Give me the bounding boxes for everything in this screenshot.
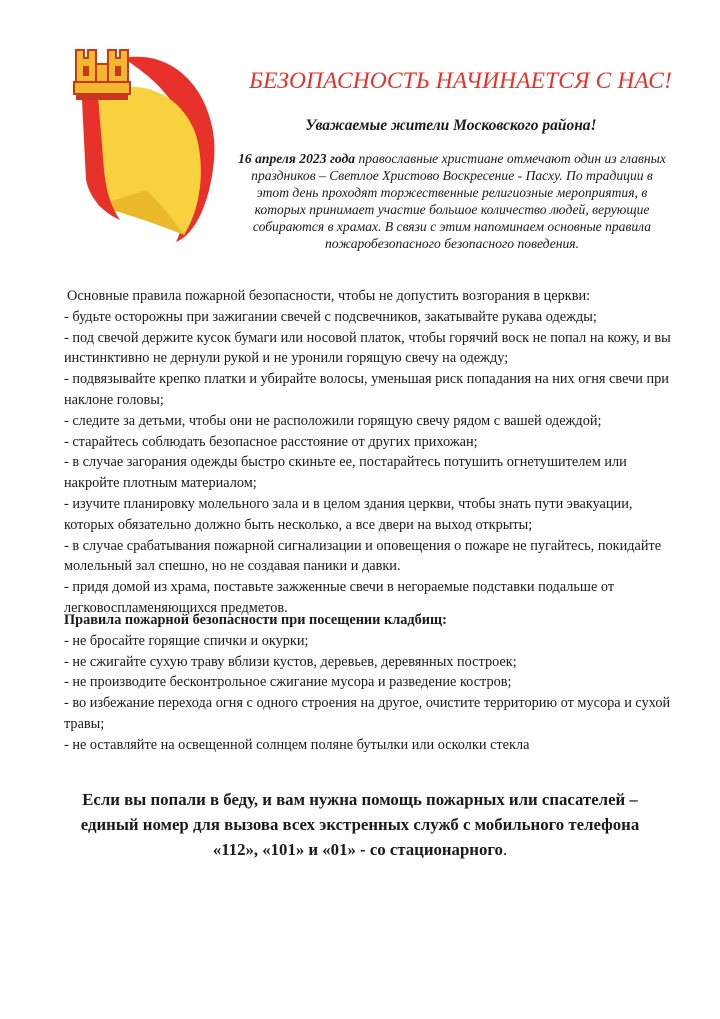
list-item: - во избежание перехода огня с одного строения на другое, очистите территорию от мусора и сухой травы; — [64, 695, 671, 732]
emergency-notice — [60, 787, 660, 862]
list-item: - под свечой держите кусок бумаги или носовой платок, чтобы горячий воск не попал на кожу, и вы инстинктивно не дернули рукой и не уронили горящую свечу на одежду; — [64, 329, 671, 367]
list-item: - в случае срабатывания пожарной сигнализации и оповещения о пожаре не пугайтесь, покидайте молельный зал спешно, но не создавая паники и давки. — [64, 537, 662, 575]
list-item: - в случае загорания одежды быстро скиньте ее, постарайтесь потушить огнетушителем или накройте плотным материалом; — [64, 454, 627, 492]
emergency-end-mark: . — [502, 840, 508, 859]
church-rules-heading: Основные правила пожарной безопасности, чтобы не допустить возгорания в церкви: — [67, 288, 591, 304]
list-item: - не бросайте горящие спички и окурки; — [64, 632, 309, 649]
page-title: БЕЗОПАСНОСТЬ НАЧИНАЕТСЯ С НАС! — [249, 68, 672, 94]
list-item: - следите за детьми, чтобы они не расположили горящую свечу рядом с вашей одеждой; — [64, 412, 602, 429]
list-item: - не сжигайте сухую траву вблизи кустов, деревьев, деревянных построек; — [64, 653, 517, 670]
emergency-text: Если вы попали в беду, и вам нужна помощь пожарных или спасателей – единый номер для вызова всех экстренных служб с мобильного телефона «112», «101» и «01» - со стационарного — [80, 790, 640, 859]
list-item: - будьте осторожны при зажигании свечей с подсвечников, закатывайте рукава одежды; — [64, 308, 597, 325]
intro-paragraph — [238, 150, 666, 253]
church-rules-section — [64, 286, 676, 619]
cemetery-rules-heading: Правила пожарной безопасности при посещении кладбищ: — [64, 612, 447, 628]
list-item: - подвязывайте крепко платки и убирайте волосы, уменьшая риск попадания на них огня свечи при наклоне головы; — [64, 371, 669, 408]
greeting: Уважаемые жители Московского района! — [305, 117, 597, 134]
intro-text: православные христиане отмечают один из главных праздников – Светлое Христово Воскресение - Пасху. По традиции в этот день проходят торжественные религиозные мероприятия, в которых принимает участие большое количество людей, верующие собираются в храмах. В связи с этим напоминаем основные правила пожаробезопасного безопасного поведения. — [251, 151, 666, 252]
cemetery-rules-section — [64, 610, 676, 756]
intro-date: 16 апреля 2023 года — [238, 151, 356, 166]
list-item: - изучите планировку молельного зала и в целом здания церкви, чтобы знать пути эвакуации, которых обязательно должно быть несколько, а все двери на выход открыты; — [64, 495, 633, 533]
list-item: - не оставляйте на освещенной солнцем поляне бутылки или осколки стекла — [64, 736, 530, 753]
fire-helmet-emblem-icon — [54, 30, 224, 245]
list-item: - не производите бесконтрольное сжигание мусора и разведение костров; — [64, 674, 512, 691]
list-item: - старайтесь соблюдать безопасное расстояние от других прихожан; — [64, 433, 478, 450]
list-item: - придя домой из храма, поставьте зажженные свечи в негораемые подставки подальше от легковоспламеняющихся предметов. — [64, 579, 615, 616]
